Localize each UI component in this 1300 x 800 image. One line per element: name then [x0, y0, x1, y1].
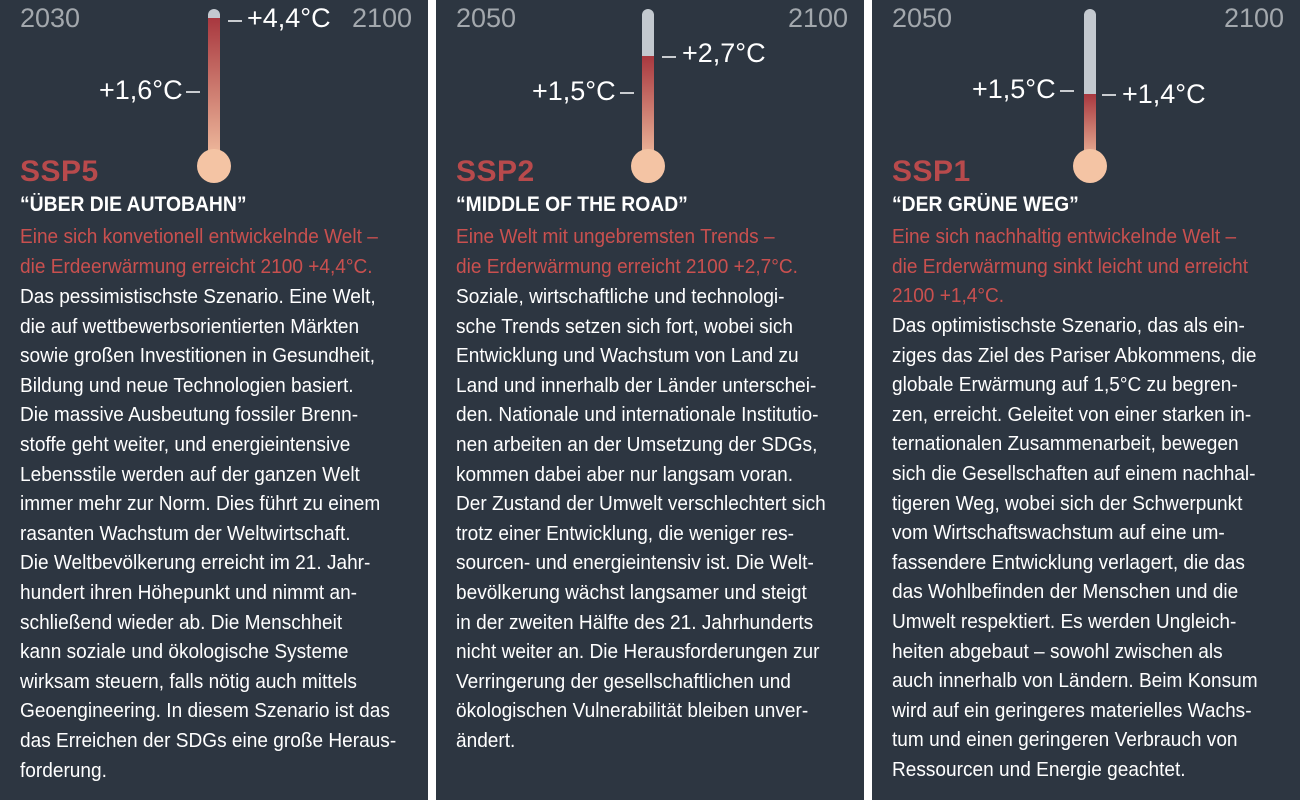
scenario-code: SSP5	[20, 155, 99, 188]
scenario-name: “ÜBER DIE AUTOBAHN”	[20, 193, 247, 216]
year-start: 2050	[456, 3, 517, 33]
scenario-description: Soziale, wirtschaftliche und technologi- sche Trends setzen sich fort, wobei sich Entwicklung und Wachstum von Land zu Land und innerhalb der Länder unterschei- den. Nationale und internationale Institutio- nen arbeiten an der Umsetzung der SDGs, kommen dabei aber nur langsam voran. Der Zustand der Umwelt verschlechtert sich trotz einer Entwicklung, die weniger res- sourcen- und energieintensiv ist. Die Welt- bevölkerung wächst langsamer und steigt in der zweiten Hälfte des 21. Jahrhunderts nicht weiter an. Die Herausforderungen zur Verringerung der gesellschaftlichen und ökologischen Vulnerabilität bleiben unver- ändert.	[456, 285, 826, 752]
temp-end-tick	[228, 20, 242, 22]
temp-start-label: +1,5°C	[972, 74, 1056, 104]
temp-start-label: +1,5°C	[532, 76, 616, 106]
scenario-subtitle: Eine sich nachhaltig entwickelnde Welt – die Erderwärmung sinkt leicht und erreicht 2100 +1,4°C.	[892, 225, 1249, 308]
scenario-subtitle: Eine sich konvetionell entwickelnde Welt – die Erdeerwärmung erreicht 2100 +4,4°C.	[20, 225, 378, 278]
year-end: 2100	[352, 3, 413, 33]
temp-end-label: +2,7°C	[682, 38, 766, 68]
scenario-panel-ssp2	[436, 0, 864, 800]
temp-start-tick	[1060, 90, 1074, 92]
temp-end-label: +1,4°C	[1122, 79, 1206, 109]
thermometer-bulb	[197, 149, 231, 183]
thermometer-bulb	[1073, 149, 1107, 183]
scenario-description: Das optimistischste Szenario, das als ein- ziges das Ziel des Pariser Abkommens, die globale Erwärmung auf 1,5°C zu begren- zen, erreicht. Geleitet von einer starken in- ternationalen Zusammenarbeit, bewegen sich die Gesellschaften auf einem nachhal- tigeren Weg, wobei sich der Schwerpunkt vom Wirtschaftswachstum auf eine um- fassendere Entwicklung verlagert, die das das Wohlbefinden der Menschen und die Umwelt respektiert. Es werden Ungleich- heiten abgebaut – sowohl zwischen als auch innerhalb von Ländern. Beim Konsum wird auf ein geringeres materielles Wachs- tum und einen geringeren Verbrauch von Ressourcen und Energie geachtet.	[892, 314, 1258, 781]
scenario-panel-ssp1	[872, 0, 1300, 800]
temp-start-label: +1,6°C	[99, 75, 183, 105]
thermometer-mercury	[208, 18, 220, 168]
scenario-name: “MIDDLE OF THE ROAD”	[456, 193, 688, 216]
temp-end-tick	[662, 56, 676, 58]
temp-end-label: +4,4°C	[247, 3, 331, 33]
year-end: 2100	[1224, 3, 1285, 33]
thermometer-bulb	[631, 149, 665, 183]
scenario-code: SSP2	[456, 155, 535, 188]
temp-start-tick	[620, 92, 634, 94]
scenario-subtitle: Eine Welt mit ungebremsten Trends – die Erderwärmung erreicht 2100 +2,7°C.	[456, 225, 798, 278]
scenario-description: Das pessimistischste Szenario. Eine Welt, die auf wettbewerbsorientierten Märkten sowie großen Investitionen in Gesundheit, Bildung und neue Technologien basiert. Die massive Ausbeutung fossiler Brenn- stoffe geht weiter, und energieintensive Lebensstile werden auf der ganzen Welt immer mehr zur Norm. Dies führt zu einem rasanten Wachstum der Weltwirtschaft. Die Weltbevölkerung erreicht im 21. Jahr- hundert ihren Höhepunkt und nimmt an- schließend wieder ab. Die Menschheit kann soziale und ökologische Systeme wirksam steuern, falls nötig auch mittels Geoengineering. In diesem Szenario ist das das Erreichen der SDGs eine große Heraus- forderung.	[20, 285, 397, 782]
scenario-panel-ssp5	[0, 0, 428, 800]
scenario-name: “DER GRÜNE WEG”	[892, 193, 1079, 216]
scenario-code: SSP1	[892, 155, 971, 188]
year-start: 2050	[892, 3, 953, 33]
temp-end-tick	[1102, 94, 1116, 96]
year-start: 2030	[20, 3, 81, 33]
temp-start-tick	[186, 91, 200, 93]
year-end: 2100	[788, 3, 849, 33]
